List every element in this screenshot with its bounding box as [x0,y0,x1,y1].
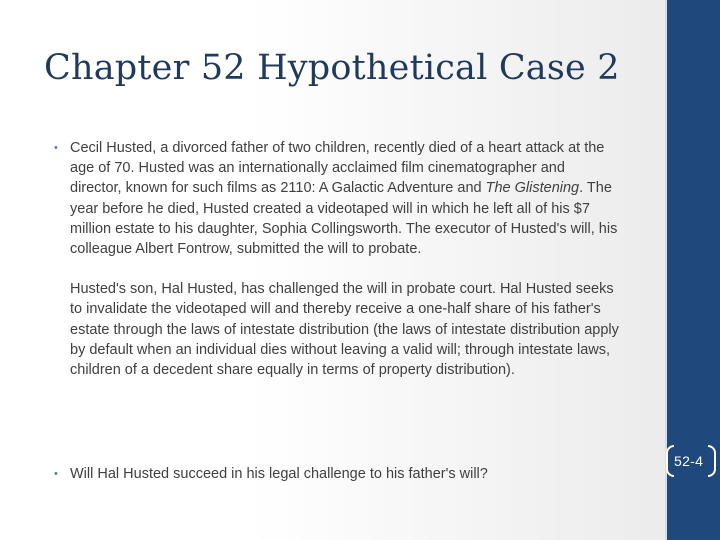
case-facts-film-title: The Glistening [485,180,580,197]
case-facts-text-a: Cecil Husted, a divorced father of two children, recently died of a heart attack at the age of 70. Husted was an internationally acclaimed film cinematographer and director, known for such films as 2110: A Galactic Adventure and [70,140,605,197]
bullet-marker: • [54,142,58,154]
page-number: 52-4 [674,453,704,469]
case-facts-bullet [52,138,620,259]
right-bracket-icon [708,445,716,477]
slide-body [52,138,620,380]
question-bullet [52,464,620,484]
left-bracket-icon [666,445,674,477]
slide-title: Chapter 52 Hypothetical Case 2 [44,48,620,88]
case-facts-text-b: . The year before he died, Husted created a videotaped will in which he left all of his $7 million estate to his daughter, Sophia Collingsworth. The executor of Husted's will, his colleague Albert Fontrow, submitted the will to probate. [70,180,618,258]
question-text: Will Hal Husted succeed in his legal challenge to his father's will? [70,466,488,482]
bullet-marker: • [54,468,58,480]
challenge-paragraph: Husted's son, Hal Husted, has challenged the will in probate court. Hal Husted seeks to invalidate the videotaped will and thereby receive a one-half share of his father's estate through the laws of intestate distribution (the laws of intestate distribution apply by default when an individual dies without leaving a valid will; through intestate laws, children of a decedent share equally in terms of property distribution). [70,281,619,379]
page-number-badge [665,445,717,479]
